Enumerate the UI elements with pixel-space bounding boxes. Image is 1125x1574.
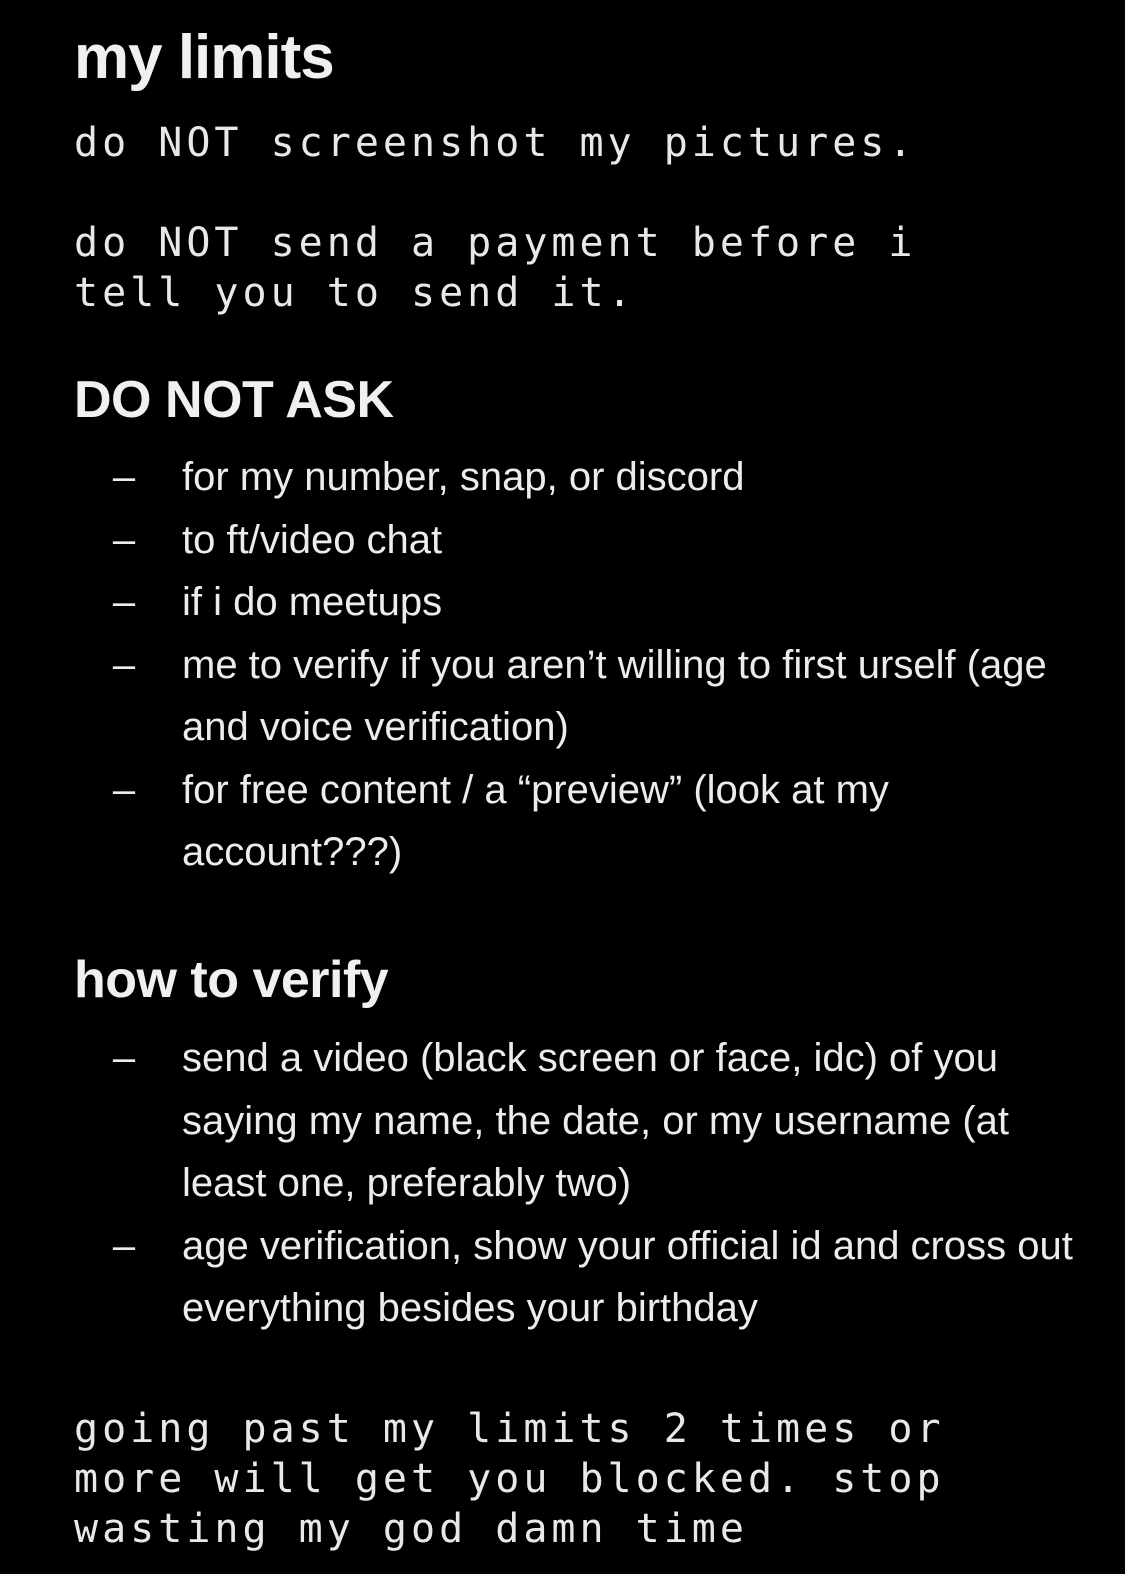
how-to-verify-list [74, 1027, 1084, 1340]
dash-bullet: – [112, 1036, 136, 1080]
warning-text: going past my limits 2 times or more will get you blocked. stop wasting my god damn time [74, 1406, 973, 1552]
list-item [74, 1215, 1084, 1340]
page-title: my limits [74, 23, 334, 92]
list-item [74, 571, 1084, 634]
rule-no-early-payment: do NOT send a payment before i tell you to send it. [74, 220, 945, 316]
list-item [74, 1027, 1084, 1215]
list-item-text: send a video (black screen or face, idc) of you saying my name, the date, or my username (at least one, preferably two) [182, 1036, 1010, 1205]
list-item-text: to ft/video chat [182, 517, 443, 562]
list-item [74, 634, 1084, 759]
do-not-ask-list [74, 446, 1084, 884]
rule-no-screenshot: do NOT screenshot my pictures. [74, 120, 917, 166]
list-item-text: for free content / a “preview” (look at my account???) [182, 767, 889, 874]
do-not-ask-heading: DO NOT ASK [74, 371, 394, 429]
dash-bullet: – [112, 1223, 136, 1268]
list-item-text: me to verify if you aren’t willing to first urself (age and voice verification) [182, 642, 1047, 749]
list-item [74, 446, 1084, 509]
list-item-text: for my number, snap, or discord [182, 455, 745, 499]
dash-bullet: – [112, 455, 136, 499]
dash-bullet: – [112, 517, 136, 562]
list-item [74, 759, 1084, 884]
dash-bullet: – [112, 580, 136, 624]
dash-bullet: – [112, 767, 136, 812]
list-item-text: if i do meetups [182, 580, 443, 624]
dash-bullet: – [112, 642, 136, 687]
list-item [74, 509, 1084, 572]
list-item-text: age verification, show your official id and cross out everything besides your birthday [182, 1223, 1073, 1330]
how-to-verify-heading: how to verify [74, 951, 389, 1009]
